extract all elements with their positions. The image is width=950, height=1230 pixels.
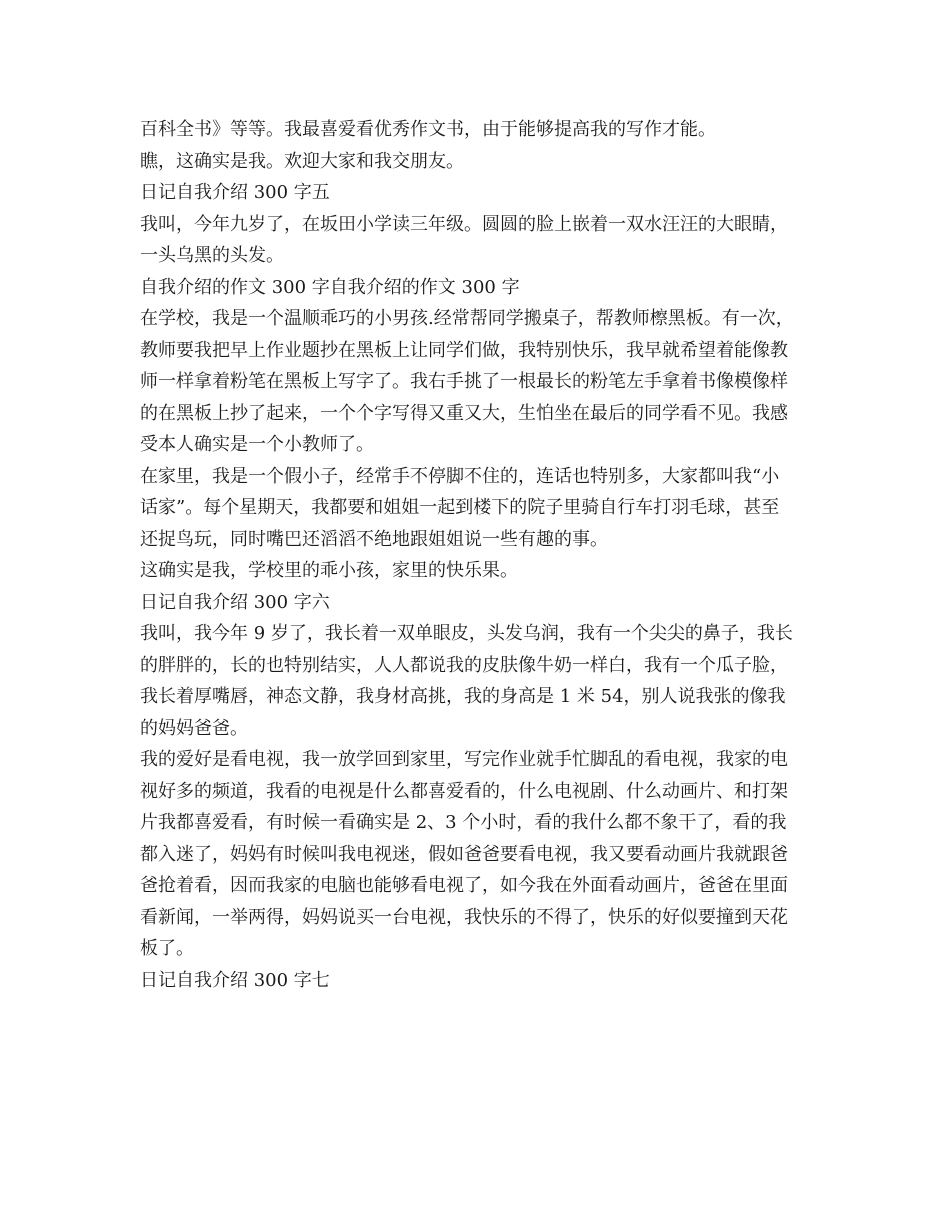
paragraph xyxy=(140,618,820,744)
text-line: 教师要我把早上作业题抄在黑板上让同学们做，我特别快乐，我早就希望着能像教 xyxy=(140,339,788,361)
section-heading xyxy=(140,272,820,304)
text-line: 都入迷了，妈妈有时候叫我电视迷，假如爸爸要看电视，我又要看动画片我就跟爸 xyxy=(140,843,788,865)
paragraph xyxy=(140,461,820,556)
text-line: 受本人确实是一个小教师了。 xyxy=(140,434,374,455)
text-line: 在学校，我是一个温顺乖巧的小男孩.经常帮同学搬桌子，帮教师檫黑板。有一次， xyxy=(140,308,794,329)
text-line: 在家里，我是一个假小子，经常手不停脚不住的，连话也特别多，大家都叫我“小 xyxy=(140,465,780,487)
paragraph xyxy=(140,555,820,587)
text-line: 的胖胖的，长的也特别结实，人人都说我的皮肤像牛奶一样白，我有一个瓜子脸， xyxy=(140,654,788,676)
text-line: 我的爱好是看电视，我一放学回到家里，写完作业就手忙脚乱的看电视，我家的电 xyxy=(140,749,788,770)
heading-text: 日记自我介绍 300 字五 xyxy=(140,182,330,203)
document-body xyxy=(140,114,820,996)
section-heading xyxy=(140,965,820,997)
paragraph xyxy=(140,209,820,272)
text-line: 我长着厚嘴唇，神态文静，我身材高挑，我的身高是 1 米 54，别人说我张的像我 xyxy=(140,686,786,707)
text-line: 这确实是我，学校里的乖小孩，家里的快乐果。 xyxy=(140,560,518,581)
paragraph xyxy=(140,303,820,461)
section-heading xyxy=(140,587,820,619)
text-line: 的在黑板上抄了起来，一个个字写得又重又大，生怕坐在最后的同学看不见。我感 xyxy=(140,402,788,424)
heading-text: 日记自我介绍 300 字七 xyxy=(140,969,330,991)
text-line: 一头乌黑的头发。 xyxy=(140,245,284,266)
text-line: 话家”。每个星期天，我都要和姐姐一起到楼下的院子里骑自行车打羽毛球，甚至 xyxy=(140,497,780,518)
text-line: 师一样拿着粉笔在黑板上写字了。我右手挑了一根最长的粉笔左手拿着书像模像样 xyxy=(140,371,788,392)
text-line: 百科全书》等等。我最喜爱看优秀作文书，由于能够提高我的写作才能。 xyxy=(140,119,716,140)
text-line: 我叫，我今年 9 岁了，我长着一双单眼皮，头发乌润，我有一个尖尖的鼻子，我长 xyxy=(140,623,793,644)
text-line: 视好多的频道，我看的电视是什么都喜爱看的，什么电视剧、什么动画片、和打架 xyxy=(140,780,788,802)
text-line: 还捉鸟玩，同时嘴巴还滔滔不绝地跟姐姐说一些有趣的事。 xyxy=(140,528,608,550)
section-heading xyxy=(140,177,820,209)
paragraph xyxy=(140,744,820,965)
text-line: 爸抢着看，因而我家的电脑也能够看电视了，如今我在外面看动画片，爸爸在里面 xyxy=(140,875,788,896)
text-line: 板了。 xyxy=(140,938,194,959)
text-line: 的妈妈爸爸。 xyxy=(140,717,248,739)
heading-text: 自我介绍的作文 300 字自我介绍的作文 300 字 xyxy=(140,276,520,298)
text-line: 片我都喜爱看，有时候一看确实是 2、3 个小时，看的我什么都不象干了，看的我 xyxy=(140,812,787,833)
text-line: 看新闻，一举两得，妈妈说买一台电视，我快乐的不得了，快乐的好似要撞到天花 xyxy=(140,906,788,928)
paragraph xyxy=(140,146,820,178)
heading-text: 日记自我介绍 300 字六 xyxy=(140,591,330,613)
text-line: 瞧，这确实是我。欢迎大家和我交朋友。 xyxy=(140,150,464,172)
paragraph xyxy=(140,114,820,146)
text-line: 我叫，今年九岁了，在坂田小学读三年级。圆圆的脸上嵌着一双水汪汪的大眼睛， xyxy=(140,213,788,235)
